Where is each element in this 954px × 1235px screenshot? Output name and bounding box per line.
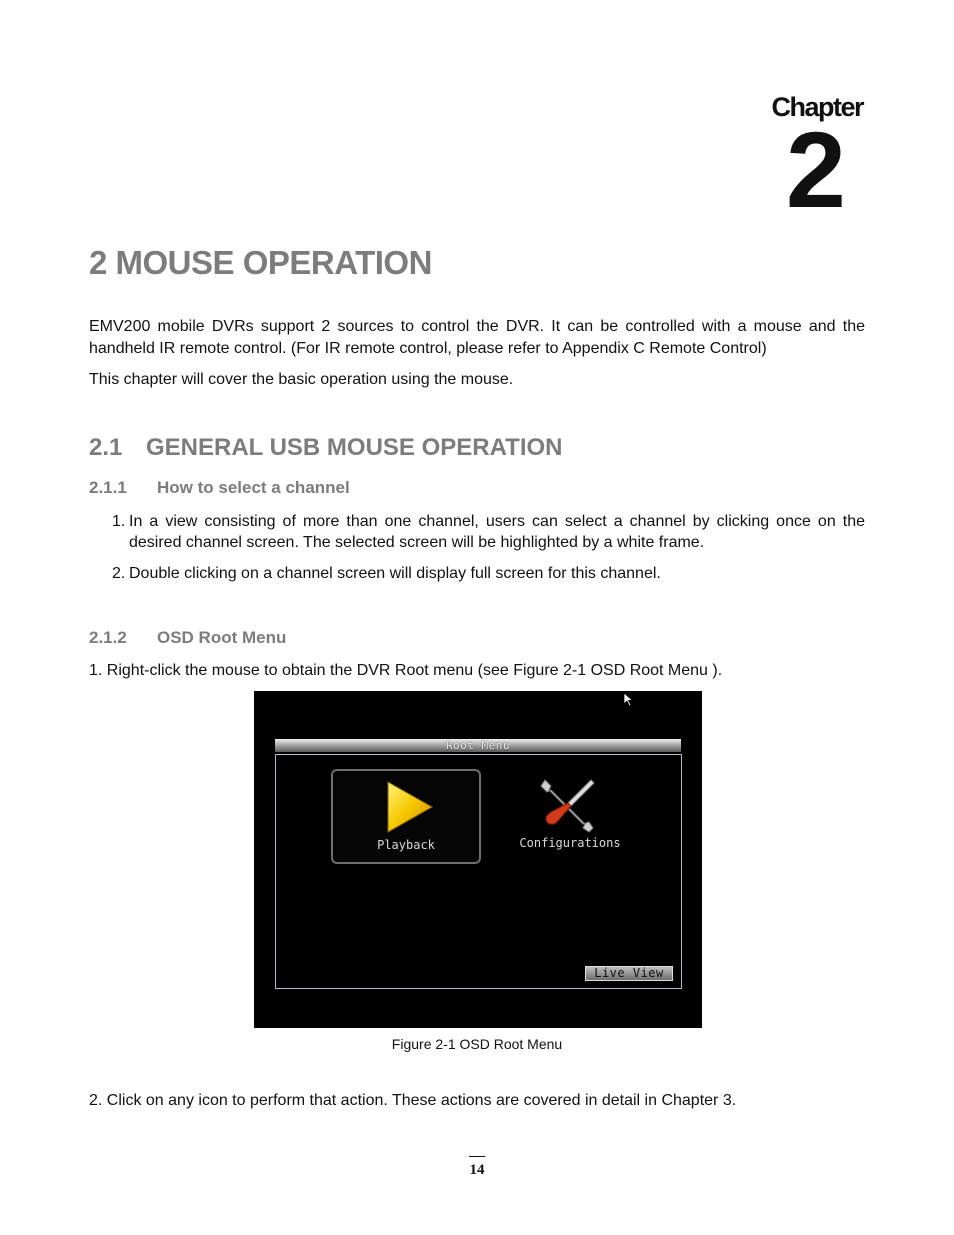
list-text: In a view consisting of more than one channel, users can select a channel by clicking once on the desired channel screen. The selected screen will be highlighted by a white frame. xyxy=(129,513,865,551)
subsection-heading-2-1-1 xyxy=(89,478,350,498)
playback-tile[interactable] xyxy=(331,769,481,864)
chapter-number: 2 xyxy=(785,109,844,230)
mouse-cursor-icon xyxy=(623,692,635,708)
list-item xyxy=(112,563,865,584)
intro-paragraph-2: This chapter will cover the basic operation using the mouse. xyxy=(89,371,514,388)
subsection-title: OSD Root Menu xyxy=(157,628,287,647)
chapter-label: Chapter xyxy=(771,92,863,122)
step-1-text: 1. Right-click the mouse to obtain the DVR Root menu (see Figure 2-1 OSD Root Menu ). xyxy=(89,662,723,679)
footer-rule xyxy=(469,1156,485,1157)
step-2-text: 2. Click on any icon to perform that action. These actions are covered in detail in Chapter 3. xyxy=(89,1092,737,1109)
page-title: 2 MOUSE OPERATION xyxy=(89,244,432,281)
subsection-heading-2-1-2 xyxy=(89,628,286,648)
list-number: 2. xyxy=(112,565,126,582)
list-number: 1. xyxy=(112,513,126,530)
intro-paragraph-1: EMV200 mobile DVRs support 2 sources to control the DVR. It can be controlled with a mouse and the handheld IR remote control. (For IR remote control, please refer to Appendix C Remote Control) xyxy=(89,318,865,357)
section-number: 2.1 xyxy=(89,434,123,461)
section-title: GENERAL USB MOUSE OPERATION xyxy=(146,434,563,461)
playback-label: Playback xyxy=(377,838,435,852)
section-heading-2-1 xyxy=(89,434,562,462)
live-view-button[interactable]: Live View xyxy=(585,966,673,981)
figure-caption: Figure 2-1 OSD Root Menu xyxy=(391,1036,563,1052)
subsection-number: 2.1.2 xyxy=(89,628,127,647)
configurations-label: Configurations xyxy=(519,836,621,850)
osd-root-menu-screenshot xyxy=(254,691,702,1028)
configurations-tile[interactable] xyxy=(500,771,640,862)
menu-title-bar: Root Menu xyxy=(275,739,681,752)
page-number: 14 xyxy=(469,1162,485,1178)
list-item xyxy=(112,511,865,553)
subsection-title: How to select a channel xyxy=(157,478,350,497)
subsection-number: 2.1.1 xyxy=(89,478,127,497)
list-text: Double clicking on a channel screen will display full screen for this channel. xyxy=(129,565,661,582)
play-icon xyxy=(384,780,436,834)
tools-icon xyxy=(537,776,597,834)
